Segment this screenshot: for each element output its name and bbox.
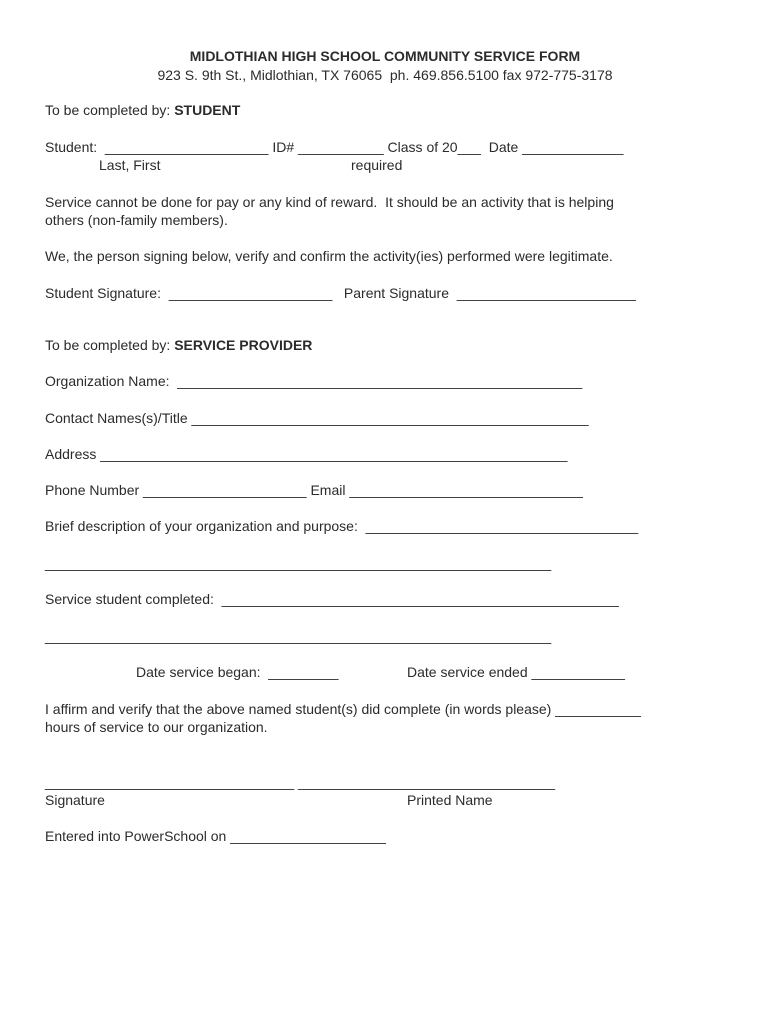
- service-continuation[interactable]: _________________________________________________________________: [45, 628, 552, 644]
- student-heading-bold: STUDENT: [174, 102, 241, 118]
- service-completed-field[interactable]: Service student completed: ___________________________________________________: [45, 591, 619, 607]
- student-parent-signatures[interactable]: Student Signature: _____________________ Parent Signature _______________________: [45, 285, 636, 301]
- phone-email-field[interactable]: Phone Number _____________________ Email ______________________________: [45, 482, 583, 498]
- provider-heading-prefix: To be completed by:: [45, 337, 175, 353]
- printed-name-label: Printed Name: [407, 792, 493, 808]
- provider-section-heading: [45, 336, 312, 354]
- policy-line-2: others (non-family members).: [45, 212, 228, 228]
- verify-statement: We, the person signing below, verify and confirm the activity(ies) performed were legitimate.: [45, 248, 613, 264]
- date-began-field[interactable]: Date service began: _________: [136, 664, 339, 680]
- address-field[interactable]: Address ____________________________________________________________: [45, 446, 568, 462]
- student-heading-prefix: To be completed by:: [45, 102, 175, 118]
- signature-label: Signature: [45, 792, 105, 808]
- affirm-line-1[interactable]: I affirm and verify that the above named student(s) did complete (in words please) ___________: [45, 701, 641, 717]
- name-hint: Last, First: [99, 157, 161, 173]
- student-section-heading: [45, 101, 240, 119]
- description-field[interactable]: Brief description of your organization and purpose: ___________________________________: [45, 518, 639, 534]
- date-ended-field[interactable]: Date service ended ____________: [407, 664, 625, 680]
- policy-line-1: Service cannot be done for pay or any kind of reward. It should be an activity that is helping: [45, 194, 614, 210]
- description-continuation[interactable]: _________________________________________________________________: [45, 555, 552, 571]
- organization-name-field[interactable]: Organization Name: ____________________________________________________: [45, 373, 583, 389]
- id-hint: required: [351, 157, 403, 173]
- form-title: MIDLOTHIAN HIGH SCHOOL COMMUNITY SERVICE FORM: [189, 48, 581, 64]
- affirm-line-2: hours of service to our organization.: [45, 719, 268, 735]
- provider-heading-bold: SERVICE PROVIDER: [174, 337, 313, 353]
- contact-names-field[interactable]: Contact Names(s)/Title ___________________________________________________: [45, 410, 589, 426]
- signature-blanks[interactable]: ________________________________ _________________________________: [45, 774, 555, 790]
- school-address: 923 S. 9th St., Midlothian, TX 76065 ph. 469.856.5100 fax 972-775-3178: [157, 67, 613, 83]
- powerschool-entry[interactable]: Entered into PowerSchool on ____________________: [45, 828, 386, 844]
- student-info-line[interactable]: Student: _____________________ ID# ___________ Class of 20___ Date _____________: [45, 139, 624, 155]
